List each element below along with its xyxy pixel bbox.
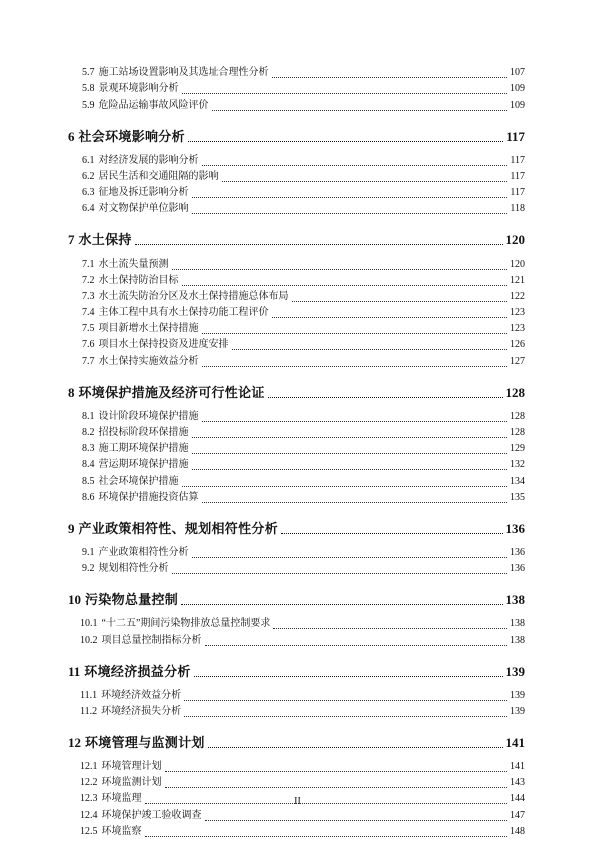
toc-chapter-entry[interactable] bbox=[68, 381, 525, 401]
toc-entry-number: 8.6 bbox=[82, 491, 95, 503]
toc-section-entry[interactable] bbox=[68, 759, 525, 775]
toc-entry-title: 环境监理 bbox=[101, 793, 142, 805]
toc-dot-leader bbox=[202, 165, 508, 166]
toc-dot-leader bbox=[208, 747, 503, 748]
toc-section-entry[interactable] bbox=[68, 185, 525, 201]
toc-entry-title: 施工期环境保护措施 bbox=[98, 443, 189, 455]
toc-entry-number: 6.4 bbox=[82, 203, 95, 215]
toc-section-entry[interactable] bbox=[68, 775, 525, 791]
table-of-contents bbox=[68, 65, 525, 840]
toc-entry-page: 135 bbox=[510, 491, 525, 503]
toc-dot-leader bbox=[272, 77, 508, 78]
toc-section-entry[interactable] bbox=[68, 457, 525, 473]
toc-entry-page: 132 bbox=[510, 459, 525, 471]
toc-entry-number: 6.2 bbox=[82, 170, 95, 182]
toc-entry-page: 121 bbox=[510, 274, 525, 286]
toc-section-entry[interactable] bbox=[68, 425, 525, 441]
toc-chapter-entry[interactable] bbox=[68, 125, 525, 145]
toc-entry-title: 水土保持 bbox=[78, 232, 132, 248]
toc-entry-page: 120 bbox=[510, 258, 525, 270]
toc-entry-page: 117 bbox=[510, 154, 525, 166]
toc-section-entry[interactable] bbox=[68, 337, 525, 353]
toc-entry-number: 7.6 bbox=[82, 339, 95, 351]
toc-dot-leader bbox=[232, 349, 508, 350]
toc-entry-title: 景观环境影响分析 bbox=[98, 83, 179, 95]
toc-entry-title: 对经济发展的影响分析 bbox=[98, 154, 199, 166]
toc-entry-number: 11 bbox=[68, 663, 81, 679]
toc-entry-title: 环境管理计划 bbox=[101, 761, 162, 773]
toc-entry-page: 134 bbox=[510, 475, 525, 487]
toc-dot-leader bbox=[182, 285, 508, 286]
toc-entry-title: 产业政策相符性分析 bbox=[98, 546, 189, 558]
toc-entry-number: 12.4 bbox=[80, 809, 98, 821]
toc-entry-title: 对文物保护单位影响 bbox=[98, 203, 189, 215]
toc-entry-number: 7.5 bbox=[82, 323, 95, 335]
toc-entry-page: 138 bbox=[510, 618, 525, 630]
toc-section-entry[interactable] bbox=[68, 201, 525, 217]
toc-dot-leader bbox=[192, 197, 508, 198]
toc-entry-page: 144 bbox=[510, 793, 525, 805]
toc-entry-number: 12.2 bbox=[80, 777, 98, 789]
toc-entry-page: 117 bbox=[510, 170, 525, 182]
toc-section-entry[interactable] bbox=[68, 169, 525, 185]
toc-entry-page: 139 bbox=[510, 705, 525, 717]
toc-section-entry[interactable] bbox=[68, 616, 525, 632]
toc-entry-title: 环境经济效益分析 bbox=[101, 689, 182, 701]
toc-entry-title: 项目新增水土保持措施 bbox=[98, 323, 199, 335]
toc-entry-page: 136 bbox=[510, 563, 525, 575]
toc-section-entry[interactable] bbox=[68, 441, 525, 457]
toc-dot-leader bbox=[192, 437, 508, 438]
toc-section-entry[interactable] bbox=[68, 289, 525, 305]
toc-entry-title: 环境监察 bbox=[101, 825, 142, 837]
toc-dot-leader bbox=[182, 486, 508, 487]
toc-dot-leader bbox=[202, 366, 508, 367]
toc-entry-page: 117 bbox=[510, 187, 525, 199]
toc-entry-title: 环境保护措施及经济可行性论证 bbox=[78, 384, 265, 400]
toc-section-entry[interactable] bbox=[68, 473, 525, 489]
toc-entry-page: 127 bbox=[510, 355, 525, 367]
toc-entry-title: 水土流失量预测 bbox=[98, 258, 169, 270]
toc-entry-number: 9.1 bbox=[82, 546, 95, 558]
toc-dot-leader bbox=[281, 533, 502, 534]
toc-entry-number: 8.4 bbox=[82, 459, 95, 471]
page-number: II bbox=[294, 796, 301, 807]
toc-entry-page: 141 bbox=[505, 734, 525, 750]
toc-entry-page: 117 bbox=[506, 128, 525, 144]
toc-entry-page: 123 bbox=[510, 307, 525, 319]
toc-chapter-entry[interactable] bbox=[68, 731, 525, 751]
toc-entry-title: 营运期环境保护措施 bbox=[98, 459, 189, 471]
toc-chapter-entry[interactable] bbox=[68, 228, 525, 248]
toc-entry-number: 8 bbox=[68, 384, 75, 400]
toc-dot-leader bbox=[205, 820, 508, 821]
toc-entry-number: 7.2 bbox=[82, 274, 95, 286]
toc-dot-leader bbox=[182, 93, 508, 94]
toc-dot-leader bbox=[268, 397, 503, 398]
toc-entry-page: 118 bbox=[510, 203, 525, 215]
toc-dot-leader bbox=[194, 676, 503, 677]
toc-section-entry[interactable] bbox=[68, 153, 525, 169]
toc-entry-title: 社会环境影响分析 bbox=[78, 128, 185, 144]
toc-dot-leader bbox=[181, 604, 502, 605]
toc-dot-leader bbox=[202, 421, 508, 422]
toc-section-entry[interactable] bbox=[68, 65, 525, 81]
toc-dot-leader bbox=[145, 836, 508, 837]
toc-entry-number: 9.2 bbox=[82, 563, 95, 575]
toc-dot-leader bbox=[165, 771, 508, 772]
toc-entry-number: 7.4 bbox=[82, 307, 95, 319]
toc-entry-number: 10.1 bbox=[80, 618, 98, 630]
toc-section-entry[interactable] bbox=[68, 824, 525, 840]
toc-dot-leader bbox=[172, 573, 508, 574]
toc-entry-title: 施工站场设置影响及其选址合理性分析 bbox=[98, 67, 269, 79]
toc-entry-title: “十二五”期间污染物排放总量控制要求 bbox=[101, 618, 271, 630]
toc-section-entry[interactable] bbox=[68, 321, 525, 337]
toc-dot-leader bbox=[202, 333, 508, 334]
toc-section-entry[interactable] bbox=[68, 409, 525, 425]
toc-section-entry[interactable] bbox=[68, 807, 525, 823]
toc-section-entry[interactable] bbox=[68, 256, 525, 272]
toc-entry-number: 6 bbox=[68, 128, 75, 144]
toc-entry-number: 7.7 bbox=[82, 355, 95, 367]
toc-dot-leader bbox=[135, 244, 503, 245]
toc-entry-page: 122 bbox=[510, 290, 525, 302]
toc-dot-leader bbox=[222, 181, 508, 182]
toc-entry-page: 138 bbox=[510, 634, 525, 646]
toc-entry-title: 污染物总量控制 bbox=[85, 592, 179, 608]
toc-dot-leader bbox=[212, 110, 508, 111]
toc-entry-number: 12 bbox=[68, 734, 81, 750]
toc-entry-page: 148 bbox=[510, 825, 525, 837]
toc-dot-leader bbox=[192, 453, 508, 454]
toc-entry-page: 143 bbox=[510, 777, 525, 789]
toc-entry-title: 环境监测计划 bbox=[101, 777, 162, 789]
toc-section-entry[interactable] bbox=[68, 561, 525, 577]
toc-entry-title: 水土流失防治分区及水土保持措施总体布局 bbox=[98, 290, 289, 302]
toc-entry-title: 规划相符性分析 bbox=[98, 563, 169, 575]
toc-dot-leader bbox=[192, 469, 508, 470]
toc-dot-leader bbox=[292, 301, 508, 302]
toc-entry-number: 8.5 bbox=[82, 475, 95, 487]
toc-dot-leader bbox=[192, 557, 508, 558]
toc-section-entry[interactable] bbox=[68, 688, 525, 704]
toc-chapter-entry[interactable] bbox=[68, 517, 525, 537]
toc-entry-page: 123 bbox=[510, 323, 525, 335]
toc-section-entry[interactable] bbox=[68, 353, 525, 369]
toc-entry-number: 6.3 bbox=[82, 187, 95, 199]
toc-entry-number: 8.1 bbox=[82, 410, 95, 422]
toc-section-entry[interactable] bbox=[68, 632, 525, 648]
toc-entry-page: 139 bbox=[505, 663, 525, 679]
toc-entry-page: 126 bbox=[510, 339, 525, 351]
toc-entry-number: 8.3 bbox=[82, 443, 95, 455]
toc-entry-title: 设计阶段环境保护措施 bbox=[98, 410, 199, 422]
toc-entry-page: 139 bbox=[510, 689, 525, 701]
toc-entry-title: 环境经济损失分析 bbox=[101, 705, 182, 717]
toc-dot-leader bbox=[172, 269, 508, 270]
toc-chapter-entry[interactable] bbox=[68, 660, 525, 680]
toc-chapter-entry[interactable] bbox=[68, 588, 525, 608]
toc-entry-page: 107 bbox=[510, 67, 525, 79]
toc-section-entry[interactable] bbox=[68, 545, 525, 561]
toc-entry-page: 109 bbox=[510, 83, 525, 95]
toc-dot-leader bbox=[202, 502, 508, 503]
toc-entry-title: 项目水土保持投资及进度安排 bbox=[98, 339, 229, 351]
toc-entry-page: 136 bbox=[510, 546, 525, 558]
toc-section-entry[interactable] bbox=[68, 490, 525, 506]
toc-entry-title: 环境管理与监测计划 bbox=[85, 734, 205, 750]
toc-entry-title: 环境保护措施投资估算 bbox=[98, 491, 199, 503]
toc-entry-title: 危险品运输事故风险评价 bbox=[98, 99, 209, 111]
toc-entry-page: 128 bbox=[510, 410, 525, 422]
toc-entry-page: 147 bbox=[510, 809, 525, 821]
toc-dot-leader bbox=[184, 716, 507, 717]
toc-dot-leader bbox=[165, 787, 508, 788]
toc-section-entry[interactable] bbox=[68, 305, 525, 321]
toc-entry-number: 12.1 bbox=[80, 761, 98, 773]
toc-entry-title: 环境保护竣工验收调查 bbox=[101, 809, 202, 821]
toc-section-entry[interactable] bbox=[68, 273, 525, 289]
toc-entry-number: 7.1 bbox=[82, 258, 95, 270]
toc-entry-number: 12.5 bbox=[80, 825, 98, 837]
toc-entry-page: 136 bbox=[505, 520, 525, 536]
toc-entry-title: 环境经济损益分析 bbox=[84, 663, 191, 679]
toc-entry-number: 5.8 bbox=[82, 83, 95, 95]
toc-entry-page: 109 bbox=[510, 99, 525, 111]
toc-entry-number: 9 bbox=[68, 520, 75, 536]
toc-entry-page: 128 bbox=[505, 384, 525, 400]
toc-entry-number: 11.2 bbox=[80, 705, 98, 717]
toc-entry-number: 8.2 bbox=[82, 427, 95, 438]
toc-entry-page: 138 bbox=[505, 592, 525, 608]
toc-entry-number: 7.3 bbox=[82, 290, 95, 302]
toc-entry-number: 7 bbox=[68, 232, 75, 248]
toc-entry-number: 6.1 bbox=[82, 154, 95, 166]
toc-entry-title: 主体工程中具有水土保持功能工程评价 bbox=[98, 307, 269, 319]
toc-entry-number: 12.3 bbox=[80, 793, 98, 805]
toc-section-entry[interactable] bbox=[68, 81, 525, 97]
toc-dot-leader bbox=[205, 645, 508, 646]
toc-dot-leader bbox=[273, 628, 507, 629]
toc-entry-page: 120 bbox=[505, 232, 525, 248]
toc-entry-page: 141 bbox=[510, 761, 525, 773]
toc-entry-title: 产业政策相符性、规划相符性分析 bbox=[78, 520, 279, 536]
toc-entry-number: 10 bbox=[68, 592, 81, 608]
toc-section-entry[interactable] bbox=[68, 704, 525, 720]
toc-dot-leader bbox=[272, 317, 508, 318]
toc-entry-number: 5.9 bbox=[82, 99, 95, 111]
toc-entry-title: 水土保持防治目标 bbox=[98, 274, 179, 286]
toc-entry-number: 11.1 bbox=[80, 689, 98, 701]
toc-entry-page: 128 bbox=[510, 427, 525, 438]
toc-entry-title: 项目总量控制指标分析 bbox=[101, 634, 202, 646]
toc-dot-leader bbox=[192, 213, 508, 214]
toc-entry-number: 5.7 bbox=[82, 67, 95, 79]
toc-entry-title: 居民生活和交通阻隔的影响 bbox=[98, 170, 219, 182]
toc-entry-title: 水土保持实施效益分析 bbox=[98, 355, 199, 367]
toc-entry-title: 社会环境保护措施 bbox=[98, 475, 179, 487]
toc-dot-leader bbox=[184, 700, 507, 701]
toc-entry-number: 10.2 bbox=[80, 634, 98, 646]
toc-entry-title: 招投标阶段环保措施 bbox=[98, 427, 189, 438]
toc-section-entry[interactable] bbox=[68, 97, 525, 113]
toc-dot-leader bbox=[188, 141, 503, 142]
toc-entry-page: 129 bbox=[510, 443, 525, 455]
toc-entry-title: 征地及拆迁影响分析 bbox=[98, 187, 189, 199]
